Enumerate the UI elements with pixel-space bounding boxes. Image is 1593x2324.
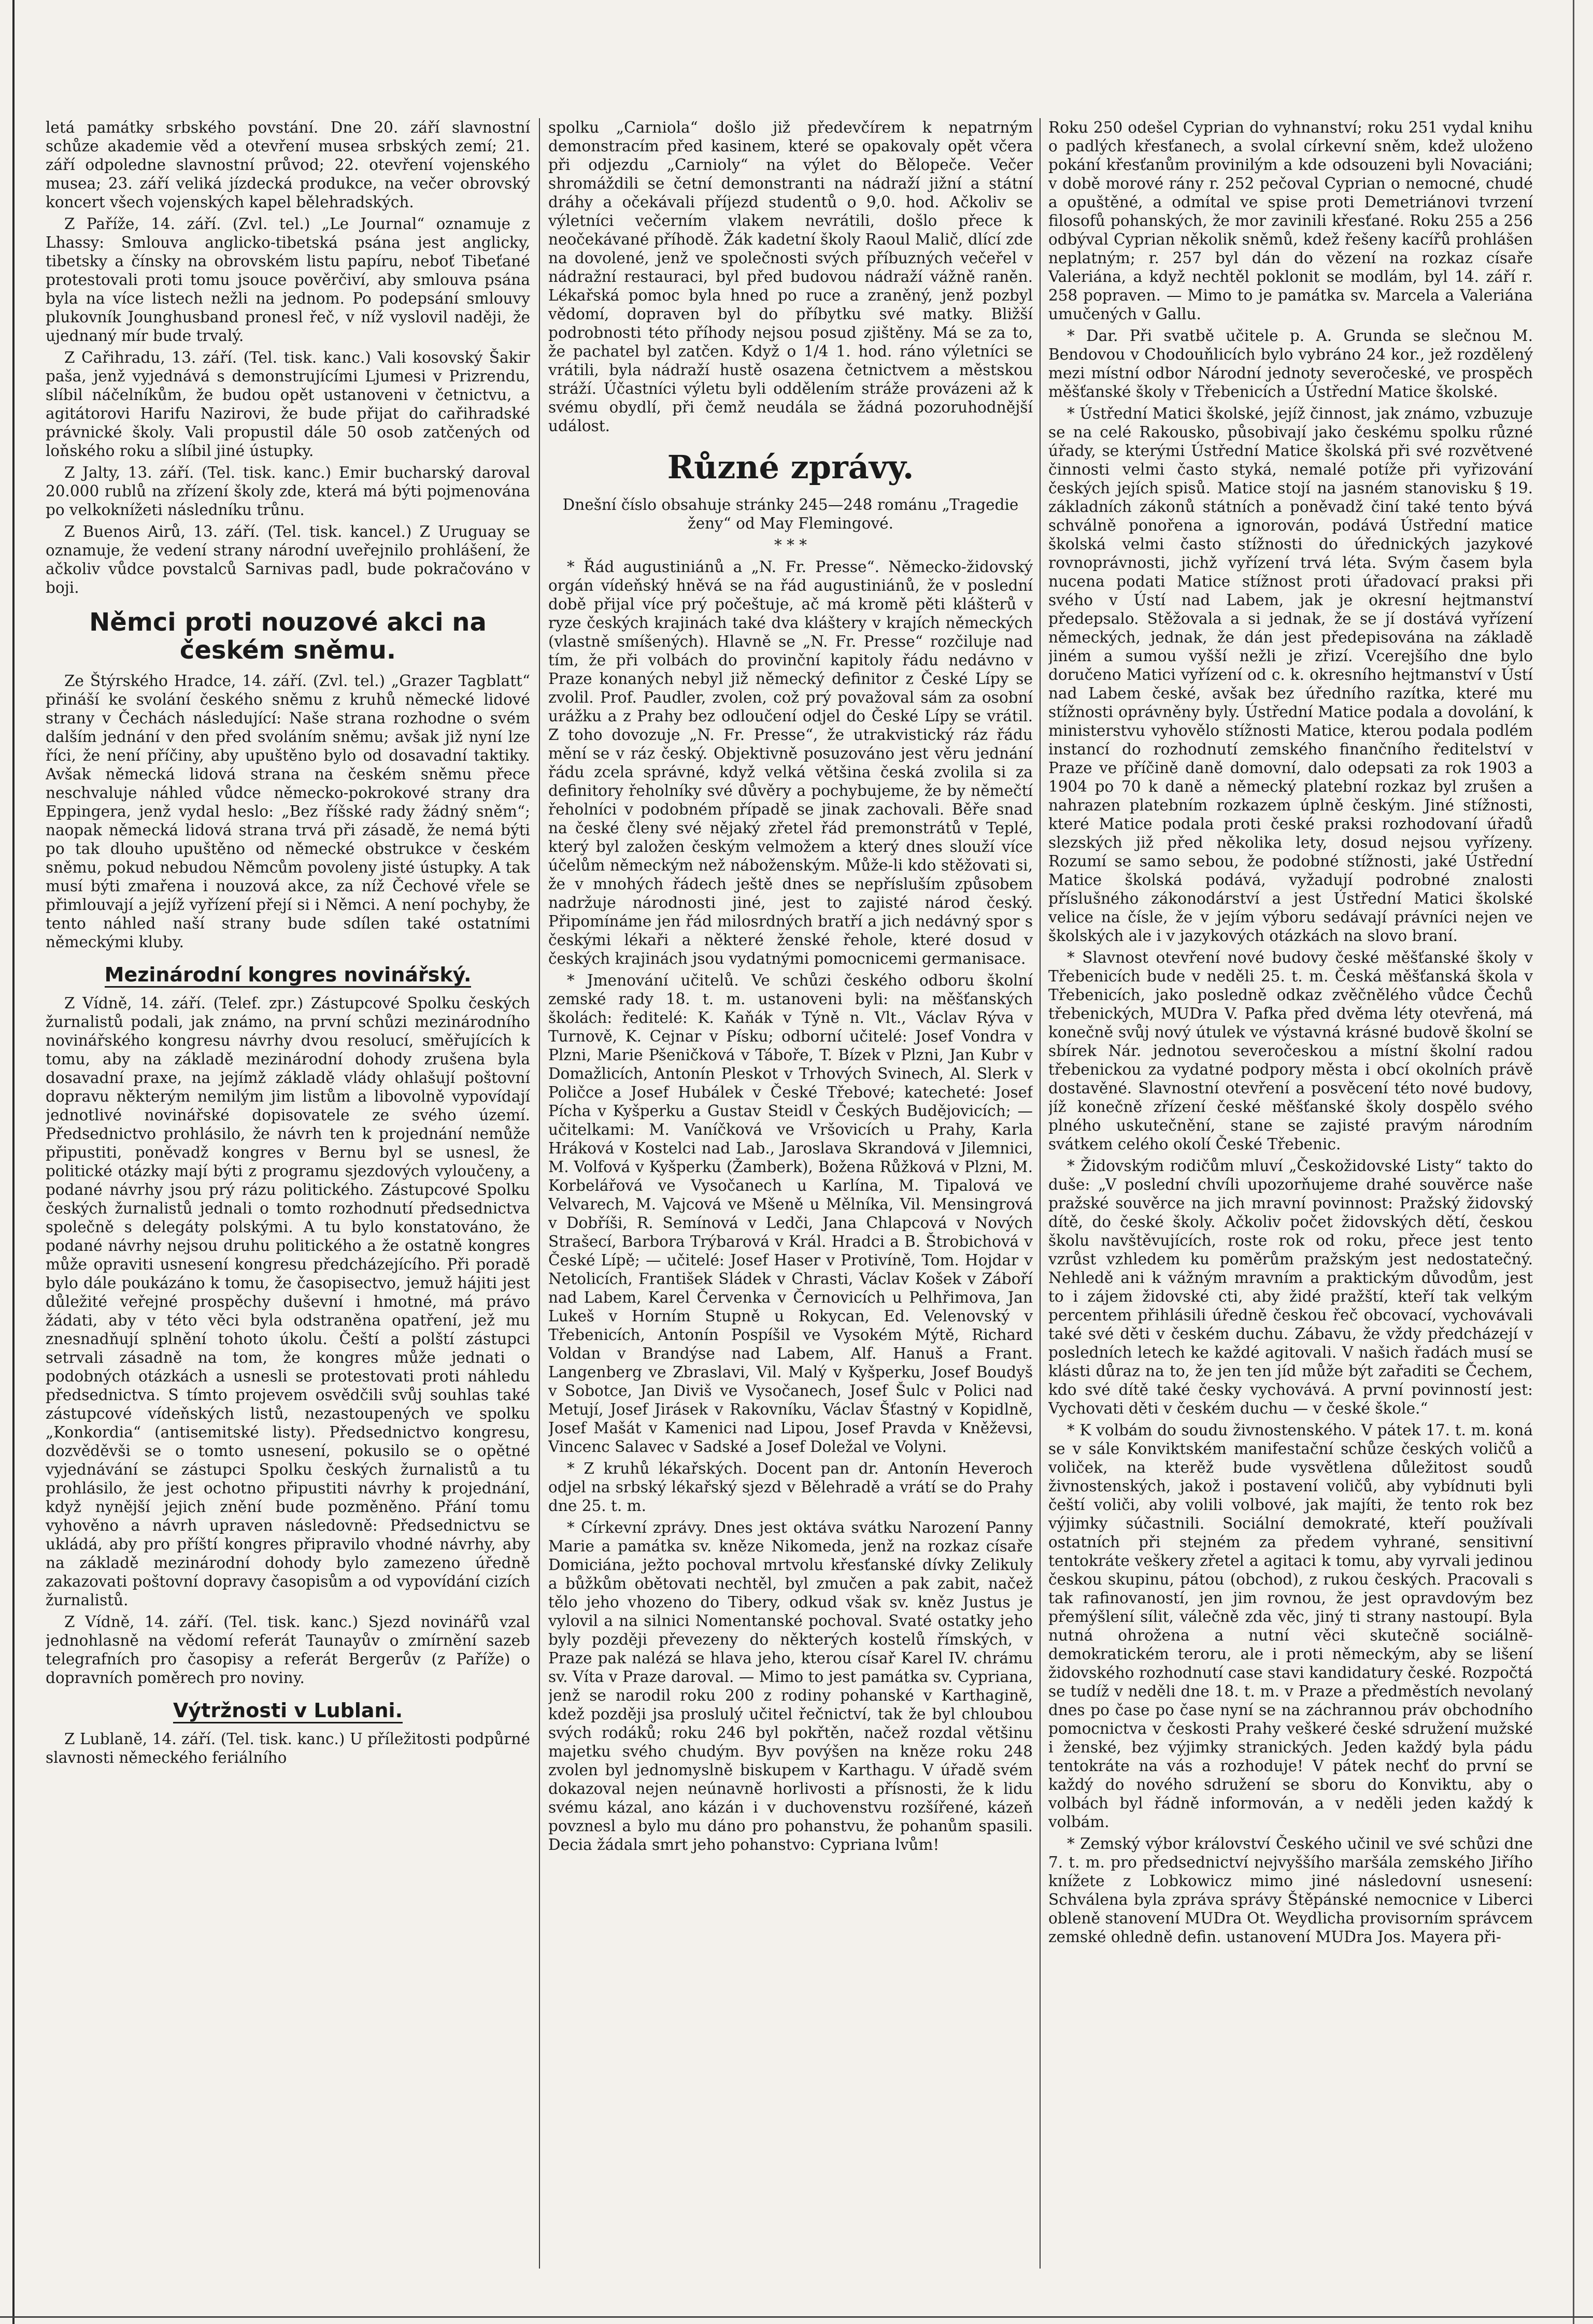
article-paragraph: * Židovským rodičům mluví „Českožidovské Listy“ takto do duše: „V poslední chvíli upozorňujeme drahé souvěrce naše pražské souvěrce na jich mravní povinnost: Pražský židovský dítě, do české školy. Ačkoliv počet židovských dětí, českou školu navštěvujících, roste rok od roku, přece jest tento vzrůst vzhledem ku poměrům pražským jest nedostatečný. Nehledě ani k vážným mravním a praktickým důvodům, jest to i zájem židovské cti, aby židé pražští, kteří tak velkým percentem přihlásili úředně českou řeč obcovací, vychovávali také své děti v českém duchu. Zábavu, že vždy předcházejí v posledních letech ke každé agitovali. V našich řadách musí se klásti důraz na to, že jen ten jíd může být zařaditi se Čechem, kdo své dítě také česky vychovává. A první povinností jest: Vychovati děti v českém duchu — v české škole.“ [1048, 1157, 1533, 1417]
article-paragraph: Z Cařihradu, 13. září. (Tel. tisk. kanc.) Vali kosovský Šakir paša, jenž vyjednává s demonstrujícími Ljumesi v Prizrendu, slíbil náčelníkům, že budou opět ustanoveni v četnictvu, a agitátorovi Harifu Nazirovi, že bude přijat do cařihradské právnické školy. Vali propustil dále 50 osob zatčených od loňského roku a slíbil jiné ústupky. [46, 349, 530, 460]
article-paragraph: * Řád augustiniánů a „N. Fr. Presse“. Německo-židovský orgán vídeňský hněvá se na řád augustiniánů, že v poslední době přijal více prý počeštuje, ač má kromě pěti klášterů v ryze českých krajinách také dva kláštery v krajích německých (vlastně smíšených). Hlavně se „N. Fr. Presse“ rozčiluje nad tím, že při volbách do provinční kapitoly řádu nedávno v Praze konaných nebyl již německý definitor z České Lípy se zvolil. Prof. Paudler, zvolen, což prý považoval sám za osobní urážku a z Prahy bez odloučení odjel do České Lípy se vrátil. Z toho dovozuje „N. Fr. Presse“, že utrakvistický ráz řádu mění se v ráz český. Objektivně posuzováno jest věru jednání řádu zcela správné, když velká většina česká zvolila si za definitory řeholníky své důvěry a pochybujeme, že by němečtí řeholníci v podobném případě se jinak zachovali. Běře snad na české členy své nějaký zřetel řád premonstrátů v Teplé, který byl založen českým velmožem a který dnes slouží více účelům německým než náboženským. Může-li kdo stěžovati si, že v mnohých řádech ještě dnes se nepřísluším způsobem nadržuje národnosti jiné, jest to zajisté národ český. Připomínáme jen řád milosrdných bratří a jich nedávný spor s českými lékaři a některé ženské řehole, které dosud v českých krajinách jsou vydatnými pomocnicemi germanisace. [548, 558, 1033, 967]
article-paragraph: * Jmenování učitelů. Ve schůzi českého odboru školní zemské rady 18. t. m. ustanoveni byli: na měšťanských školách: ředitelé: K. Kaňák v Týně n. Vlt., Václav Rýva v Turnově, K. Cejnar v Písku; odborní učitelé: Josef Vondra v Plzni, Marie Pšeničková v Táboře, T. Bízek v Plzni, Jan Kubr v Domažlicích, Antonín Pleskot v Trhových Svinech, Al. Slerk v Poličce a Josef Hubálek v České Třebové; katecheté: Josef Pícha v Kyšperku a Gustav Steidl v Českých Budějovicích; — učitelkami: M. Vaníčková ve Vršovicích u Prahy, Karla Hráková v Kostelci nad Lab., Jaroslava Skrandová v Jilemnici, M. Volfová v Kyšperku (Žamberk), Božena Růžková v Plzni, M. Korbelářová ve Vysočanech u Karlína, M. Tipalová ve Velvarech, M. Vajcová ve Mšeně u Mělníka, Vil. Mensingrová v Dobříši, R. Semínová v Ledči, Jana Chlapcová v Nových Strašecí, Barbora Trýbarová v Král. Hradci a B. Štrobichová v České Lípě; — učitelé: Josef Haser v Protivíně, Tom. Hojdar v Netolicích, František Sládek v Chrasti, Václav Košek v Záboří nad Labem, Karel Červenka v Černovicích u Pelhřimova, Jan Lukeš v Horním Stupně u Rokycan, Ed. Velenovský v Třebenicích, Antonín Pospíšil ve Vysokém Mýtě, Richard Voldan v Brandýse nad Labem, Alf. Hanuš a Frant. Langenberg ve Zbraslavi, Vil. Malý v Kyšperku, Josef Boudyš v Sobotce, Jan Diviš ve Vysočanech, Josef Šulc v Polici nad Metují, Josef Jirásek v Rakovníku, Václav Šťastný v Kopidlně, Josef Mašát v Kamenici nad Lipou, Josef Pravda v Kněževsi, Vincenc Salavec v Sadské a Josef Doležal ve Volyni. [548, 972, 1033, 1456]
section-heading [548, 449, 1033, 486]
article-paragraph: * Zemský výbor království Českého učinil ve své schůzi dne 7. t. m. pro předsednictví nejvyššího maršála zemského Jiřího knížete z Lobkowicz mimo jiné následovní usnesení: Schválena byla zpráva správy Štěpánské nemocnice v Liberci obleně stanovení MUDra Ot. Weydlicha provisorním správcem zemské ohledně defin. ustanovení MUDra Jos. Mayera při- [1048, 1835, 1533, 1946]
page-edge-left [12, 0, 15, 2324]
article-paragraph: * Dar. Při svatbě učitele p. A. Grunda se slečnou M. Bendovou v Chodouňlicích bylo vybráno 24 kor., jež rozdělený mezi místní odbor Národní jednoty severočeské, ve prospěch měšťanské školy v Třebenicích a Ústřední Matice školské. [1048, 327, 1533, 401]
section-heading [46, 608, 530, 664]
section-heading-text: Němci proti nouzové akci na českém sněmu. [89, 608, 487, 665]
page-edge-right [1573, 0, 1574, 2324]
column-rule [1040, 118, 1041, 2269]
article-paragraph: Roku 250 odešel Cyprian do vyhnanství; roku 251 vydal knihu o padlých křesťanech, a svolal církevní sněm, kdež uloženo pokání křesťanům provinilým a kde odsouzeni byli Novaciáni; v době morové rány r. 252 pečoval Cyprian o nemocné, chudé a opuštěné, a odmítal ve spise proti Demetriánovi tvrzení filosofů pohanských, že mor zavinili křesťané. Roku 255 a 256 odbýval Cyprian několik sněmů, kdež řešeny kacířů prohlášen neplatným; r. 257 byl dán do vězení na rozkaz císaře Valeriána, a když nechtěl poklonit se modlám, byl 14. září r. 258 popraven. — Mimo to je památka sv. Marcela a Valeriána umučených v Gallu. [1048, 119, 1533, 323]
section-heading-text: Různé zprávy. [667, 448, 914, 486]
article-paragraph: * K volbám do soudu živnostenského. V pátek 17. t. m. koná se v sále Konviktském manifestační schůze českých voličů a voliček, na kterěž bude vysvětlena důležitost soudů živnostenských, jakož i postavení voličů, aby vybídnuti byli čeští voliči, aby volili volbové, jak majíti, že tento rok bez výjimky súčastnili. Sociální demokraté, kteří používali ostatních při stejném za předem vyhrané, sensitivní tentokráte veškery zřetel a agitaci k tomu, aby vyrvali jedinou českou skupinu, pátou (obchod), z rukou českých. Pracovali s tak rafinovaností, jen jim rovnou, že jest opravdovým bez přemýšlení sílit, válečně zda věc, jiný ti strany nastoupí. Byla nutná ohrožena a nutní věci skutečně sociálně-demokratickém teroru, ale i proti německým, aby se lišení židovského rozhodnutí case stavi kandidatury české. Rozpočtá se tudíž v neděli dne 18. t. m. v Praze a předměstích nevolaný dnes po čase po čase nyní se na záchrannou práv obchodního pomocnictva v českosti Prahy veškeré české sdružení mužské i ženské, bez výjimky stranických. Jeden každý byla pádu tentokráte na vás a rozhoduje! V pátek nechť do první se každý do nového sdružení se sboru do Konviktu, aby o volbách byl řádně informován, a v neděli jeden každý k volbám. [1048, 1421, 1533, 1831]
article-paragraph: Dnešní číslo obsahuje stránky 245—248 románu „Tragedie ženy“ od May Flemingové. [562, 496, 1019, 532]
column-2 [548, 118, 1033, 2269]
article-paragraph: Z Jalty, 13. září. (Tel. tisk. kanc.) Emir bucharský daroval 20.000 rublů na zřízení školy zde, která má býti pojmenována po velkoknížeti následníku trůnu. [46, 464, 530, 519]
article-paragraph: Ze Štýrského Hradce, 14. září. (Zvl. tel.) „Grazer Tagblatt“ přináší ke svolání českého sněmu z kruhů německé lidové strany v Čechách následující: Naše strana rozhodne o svém dalším jednání v den před svoláním sněmu; avšak již nyní lze říci, že není příčiny, aby upuštěno bylo od dosavadní taktiky. Avšak německá lidová strana na českém sněmu přece neschvaluje náhled vůdce německo-pokrokové strany dra Eppingera, jenž vydal heslo: „Bez říšské rady žádný sněm“; naopak německá lidová strana trvá při zásadě, že nemá býti po tak dlouho upuštěno od německé obstrukce v českém sněmu, pokud nebudou Němcům povoleny jisté ústupky. A tak musí býti zmařena i nouzová akce, za níž Čechové vřele se přimlouvají a jejíž vyřízení přejí si i Němci. A není pochyby, že tento náhled naší strany bude sdílen také ostatními německými kluby. [46, 672, 530, 951]
section-heading-text: Výtržnosti v Lublani. [173, 1699, 403, 1723]
article-paragraph: Z Vídně, 14. září. (Tel. tisk. kanc.) Sjezd novinářů vzal jednohlasně na vědomí referát Taunayův o zmírnění sazeb telegrafních pro časopisy a referát Bergerův (z Paříže) o dopravních poměrech pro noviny. [46, 1613, 530, 1687]
article-paragraph: spolku „Carniola“ došlo již předevčírem k nepatrným demonstracím před kasinem, které se opakovaly opět včera při odjezdu „Carnioly“ na výlet do Bělopeče. Večer shromáždili se četní demonstranti na nádraží jižní a státní dráhy a očekávali příjezd studentů o 9,0. hod. Ačkoliv se výletníci večerním vlakem nevrátili, došlo přece k neočekávané příhodě. Žák kadetní školy Raoul Malič, dlící zde na dovolené, jenž ve společnosti svých příbuzných večeřel v nádražní restauraci, byl před budovou nádraží vážně raněn. Lékařská pomoc byla hned po ruce a zraněný, jenž pozbyl vědomí, dopraven byl do příbytku své matky. Bližší podrobnosti této příhody nejsou posud zjištěny. Má se za to, že pachatel byl zatčen. Když o 1/4 1. hod. ráno výletníci se vrátili, byla nádraží hustě osazena četnictvem a městskou stráží. Účastníci výletu byli oddělením stráže provázeni až k svému obydlí, při čemž neudála se žádná pozoruhodnější událost. [548, 119, 1033, 435]
article-paragraph: Z Paříže, 14. září. (Zvl. tel.) „Le Journal“ oznamuje z Lhassy: Smlouva anglicko-tibetská psána jest anglicky, tibetsky a čínsky na obrovském listu papíru, neboť Tibeťané protestovali proti tomu jsouce pověrčiví, aby smlouva psána byla na více listech nežli na jednom. Po podepsání smlouvy plukovník Jounghusband pronesl řeč, v níž vyslovil naději, že ujednaný mír bude trvalý. [46, 215, 530, 345]
article-paragraph: * * * [774, 536, 807, 554]
article-paragraph: Z Buenos Airů, 13. září. (Tel. tisk. kancel.) Z Uruguay se oznamuje, že vedení strany národní uveřejnilo prohlášení, že ačkoliv vůdce povstalců Sarnivas padl, bude pokračováno v boji. [46, 523, 530, 596]
column-rule [539, 118, 540, 2269]
section-heading [46, 963, 530, 987]
newspaper-columns [46, 118, 1548, 2269]
article-paragraph: * Z kruhů lékařských. Docent pan dr. Antonín Heveroch odjel na srbský lékařský sjezd v Bělehradě a vrátí se do Prahy dne 25. t. m. [548, 1460, 1033, 1515]
section-heading [46, 1699, 530, 1722]
article-paragraph: * Ústřední Matici školské, jejíž činnost, jak známo, vzbuzuje se na celé Rakousko, působivají jako českému spolku různé úřady, se kterými Ústřední Matice školská při své rozvětvené činnosti velmi často styká, nemalé potíže při vyřizování českých jejích spisů. Matice stojí na jasném stanovisku § 19. základních zákonů státních a poněvadž činí také tento bývá schválně ponořena a ignorován, podává Ústřední matice školská velmi často stížnosti do úřednických jazykové rovnoprávnosti, jichž vyřízení trvá léta. Svým časem byla nucena podati Matice stížnost proti úřadovací praksi při svého v Ústí nad Labem, jak je okresní hejtmanství předepsalo. Stěžovala a si jednak, že se jí dostává vyřízení německých, jednak, že dán jest předepisována na základě jiném a sumou vyšší nežli je zřizí. Vcerejšího dne bylo doručeno Matici vyřízení od c. k. okresního hejtmanství v Ústí nad Labem české, avšak bez úředního razítka, které mu stížnosti oprávněny byly. Ústřední Matice podala a dovolání, k ministerstvu vyhovělo stížnosti Matice, kterou podala podlém instancí do rozhodnutí zemského finančního ředitelství v Praze ve příčině daně domovní, dalo odepsati za rok 1903 a 1904 po 70 k daně a německý platební rozkaz byl zrušen a nahrazen platebním rozkazem úplně českým. Jiné stížnosti, které Matice podala proti české praksi rozhodovaní úřadů slezských již před několika lety, dosud nejsou vyřízeny. Rozumí se samo sebou, že podobné stížnosti, jaké Ústřední Matice školská podává, vyžadují podrobné znalosti příslušného zákonodárství a jest Ústřední Matici školské velice na čísle, že v jejím výboru sedávají právníci nejen ve školských ale i v jazykových otázkách na slovo braní. [1048, 405, 1533, 945]
column-3 [1048, 118, 1533, 2269]
article-paragraph: * Slavnost otevření nové budovy české měšťanské školy v Třebenicích bude v neděli 25. t. m. Česká měšťanská škola v Třebenicích, jako posledně odkaz zvěčnělého vůdce Čechů třebenických, MUDra V. Pafka před dvěma léty otevřená, má konečně svůj nový útulek ve výstavná krásné budově školní se sbírek Nár. jednotou severočeskou a místní školní radou třebenickou za vydatné podpory města i obcí okolních právě dostavěné. Slavnostní otevření a posvěcení této nové budovy, jíž konečně zřízení české měšťanské školy dospělo svého plného uskutečnění, stane se zajisté pravým národním svátkem celého okolí České Třebenic. [1048, 949, 1533, 1153]
article-paragraph: * Církevní zprávy. Dnes jest oktáva svátku Narození Panny Marie a památka sv. kněze Nikomeda, jenž na rozkaz císaře Domiciána, ježto pochoval mrtvolu křesťanské dívky Zelikuly a bůžkům obětovati nechtěl, byl zmučen a pak zabit, načež tělo jeho vhozeno do Tibery, odkud však sv. kněz Justus je vylovil a na silnici Nomentanské pochoval. Svaté ostatky jeho byly později převezeny do některých kostelů římských, v Praze pak nalézá se hlava jeho, kterou císař Karel IV. chrámu sv. Víta v Praze daroval. — Mimo to jest památka sv. Cypriana, jenž se narodil roku 200 z rodiny pohanské v Karthagině, kdež později jsa proslulý učitel řečnictví, tak že byl chloubou svých rodáků; roku 246 byl pokřtěn, načež rozdal většinu majetku svého chudým. Byv povýšen na kněze roku 248 zvolen byl jednomyslně biskupem v Karthagu. V úřadě svém dokazoval nejen neúnavně horlivosti a přísnosti, že k lidu svému kázal, ano kázán i v duchovenstvu rozšířené, kázeň povznesl a bylo mu dáno pro pohanstvu, že pohanům spasili. Decia žádala smrt jeho pohanstvo: Cypriana lvům! [548, 1519, 1033, 1854]
article-paragraph: letá památky srbského povstání. Dne 20. září slavnostní schůze akademie věd a otevření musea srbských zemí; 21. září odpoledne slavnostní průvod; 22. otevření vojenského musea; 23. září veliká jízdecká produkce, na večer obrovský koncert všech vojenských kapel bělehradských. [46, 119, 530, 211]
article-paragraph: Z Vídně, 14. září. (Telef. zpr.) Zástupcové Spolku českých žurnalistů podali, jak známo, na první schůzi mezinárodního novinářského kongresu návrhy dvou resolucí, směřujících k tomu, aby na základě mezinárodní dohody zrušena byla dosavadní praxe, na jejímž základě vlády ohlašují poštovní dopravu některým nemilým jim listům a libovolně vypovídají jednotlivé novinářské dopisovatele ze svého území. Předsednictvo prohlásilo, že návrh ten k projednání nemůže připustiti, poněvadž kongres v Bernu byl se usnesl, že politické otázky mají býti z programu sjezdových vyloučeny, a podané návrhy jsou prý rázu politického. Zástupcové Spolku českých žurnalistů jednali o tomto rozhodnutí předsednictva společně s delegáty polskými. A tu bylo konstatováno, že podané návrhy nejsou druhu politického a že ostatně kongres může opraviti usnesení kongresu předcházejícího. Při poradě bylo dále poukázáno k tomu, že časopisectvo, jemuž hájiti jest důležité veřejné prospěchy duševní i hmotné, má právo žádati, aby v této věci byla odstraněna opatření, jež mu znesnadňují splnění tohoto úkolu. Čeští a polští zástupci setrvali zásadně na tom, že kongres může jednati o podobných otázkách a usnesli se protestovati proti náhledu předsednictva. S tímto projevem osvědčili svůj souhlas také zástupcové vídeňských listů, nezastoupených ve spolku „Konkordia“ (antisemitské listy). Předsednictvo kongresu, dozvěděvši se o tomto usnesení, pokusilo se o opětné vyjednávání se zástupci Spolku českých žurnalistů a tu prohlásilo, že jest ochotno připustiti návrhy k projednání, když nynější jejich znění bude pozměněno. Přání tomu vyhověno a návrh upraven následovně: Předsednictvu se ukládá, aby pro příští kongres připravilo vhodné návrhy, aby na základě mezinárodní dohody bylo zamezeno úředně zakazovati poštovní dopravy časopisům a od vypovídání cizích žurnalistů. [46, 994, 530, 1609]
article-paragraph: Z Lublaně, 14. září. (Tel. tisk. kanc.) U příležitosti podpůrné slavnosti německého feriálního [46, 1730, 530, 1766]
page-edge-bottom [0, 2316, 1593, 2318]
section-heading-text: Mezinárodní kongres novinářský. [105, 963, 472, 988]
column-1 [46, 118, 530, 2269]
